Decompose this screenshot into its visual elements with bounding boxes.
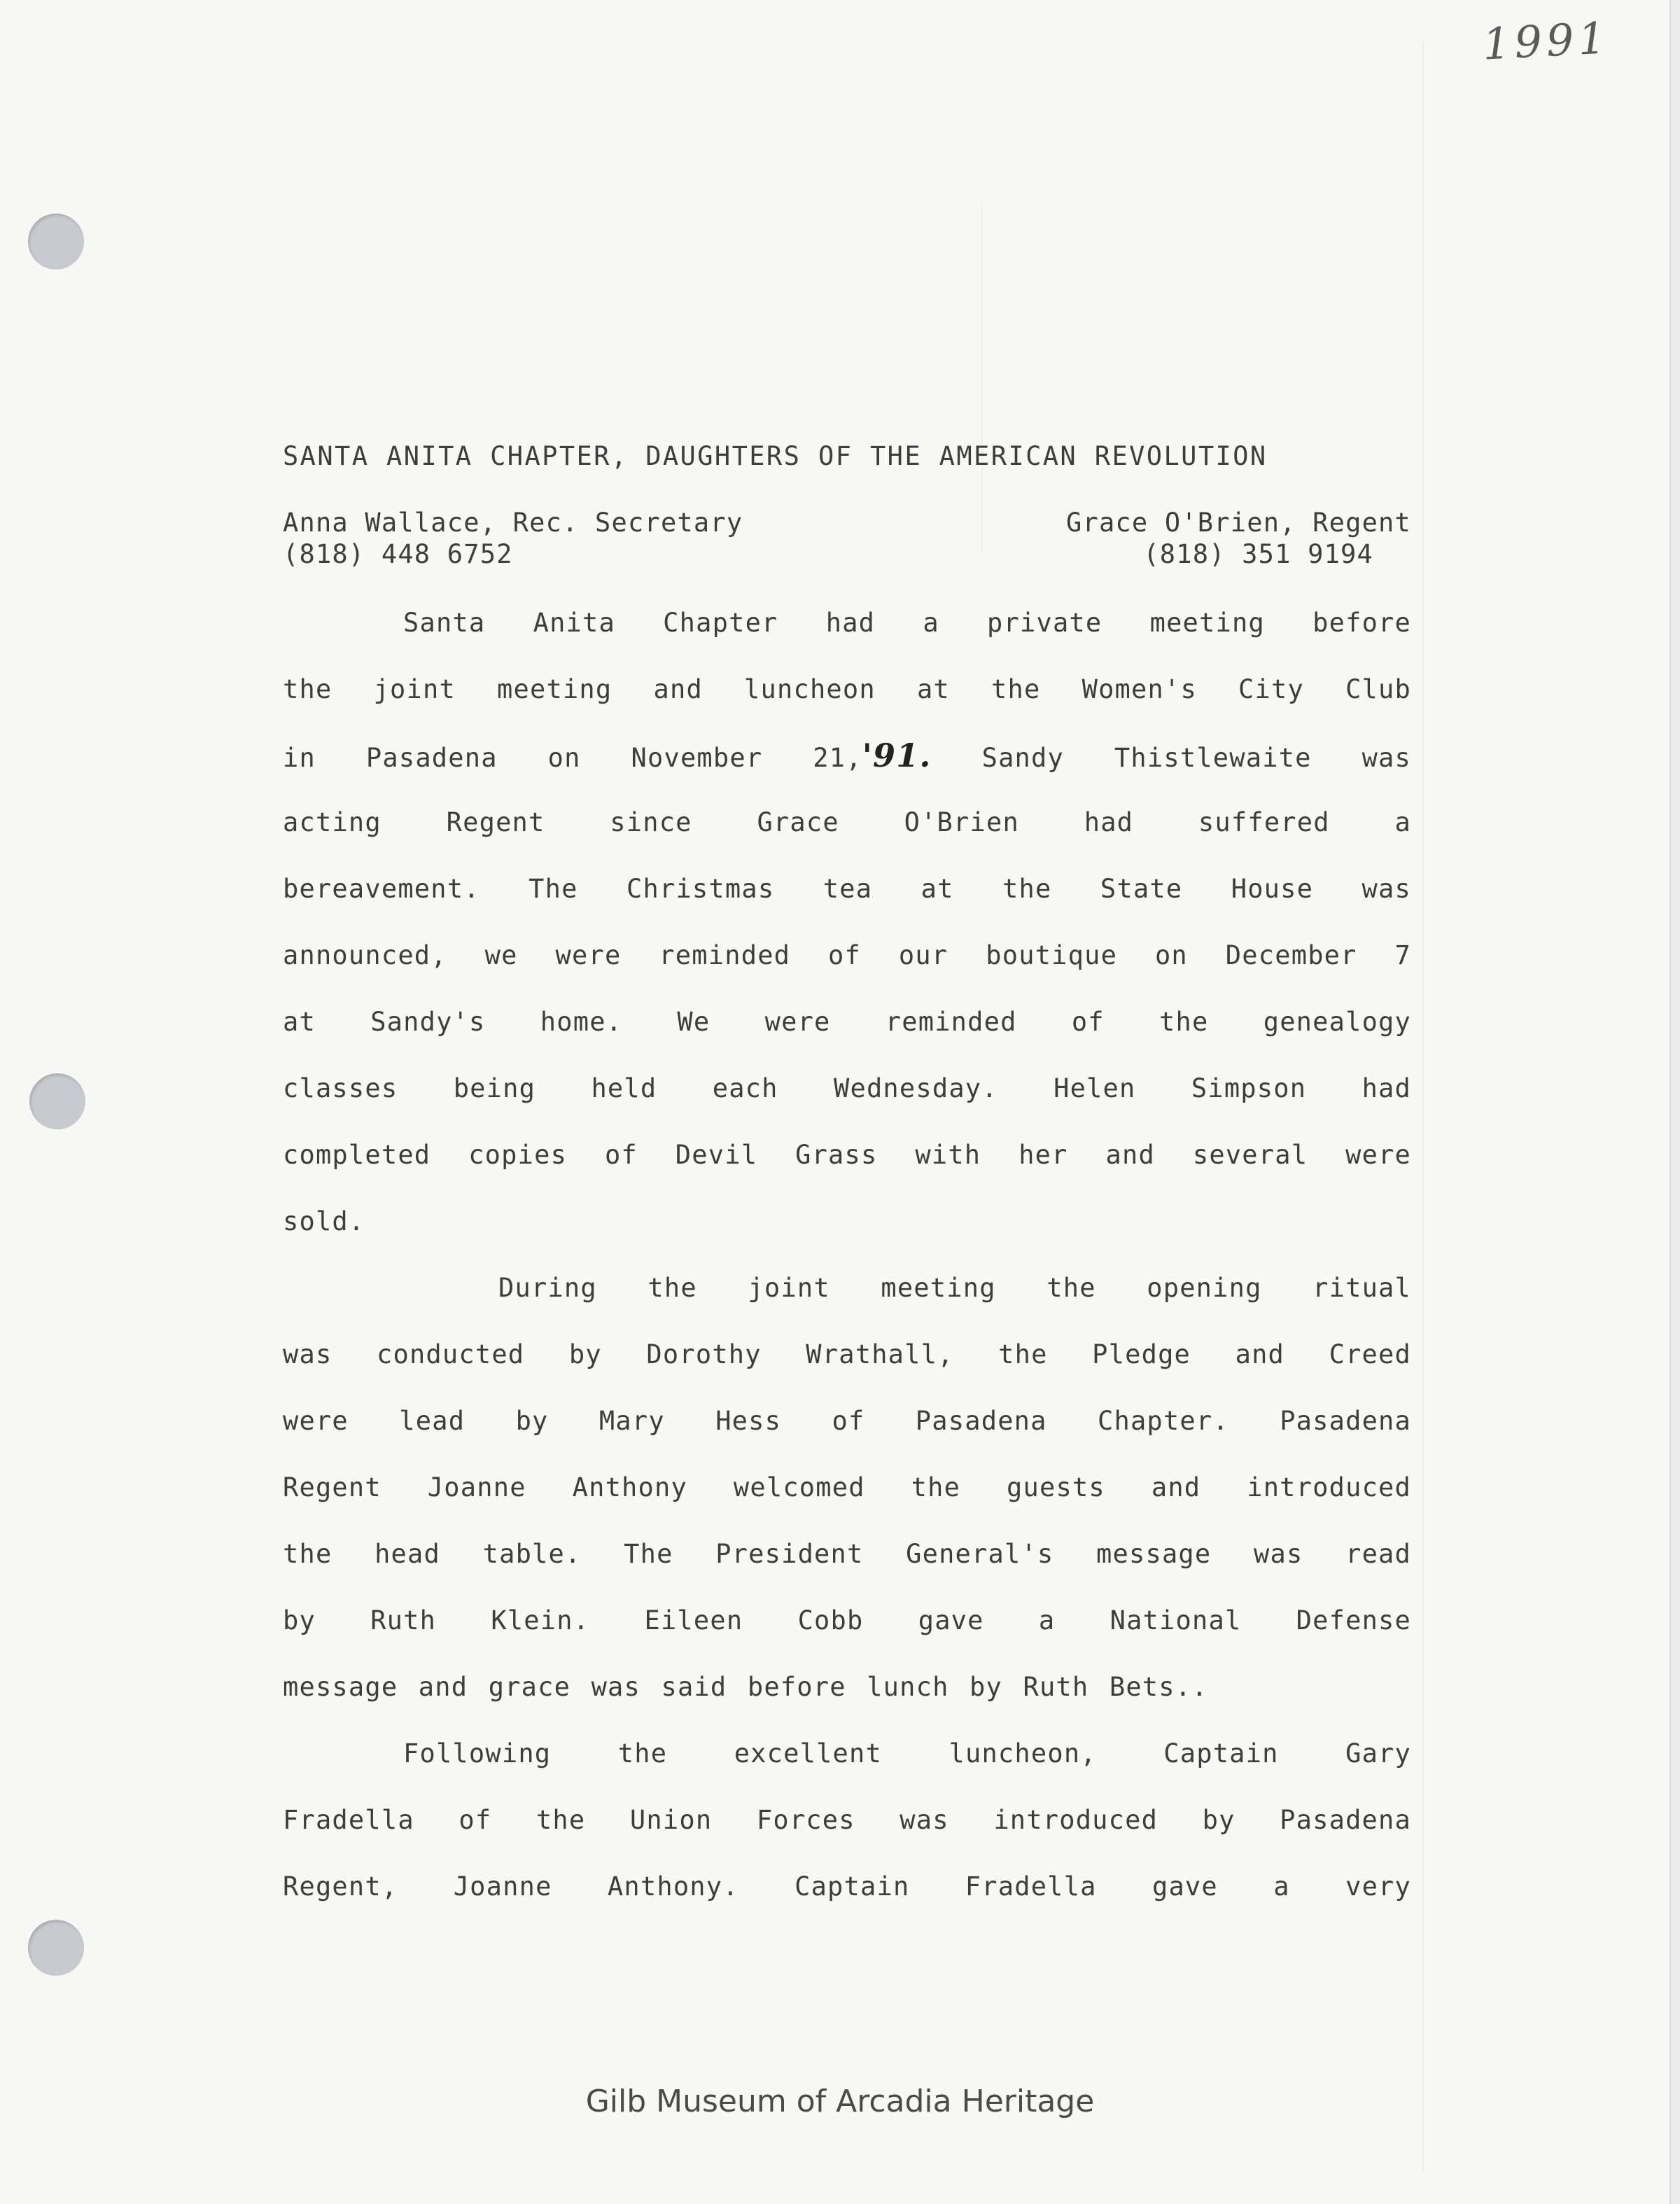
text-segment: in Pasadena on November 21, <box>283 743 862 773</box>
text-line: at Sandy's home. We were reminded of the genealogy <box>283 1007 1411 1037</box>
paper-edge <box>1670 0 1680 2204</box>
watermark-source: Gilb Museum of Arcadia Heritage <box>585 2084 1095 2119</box>
text-line: Regent, Joanne Anthony. Captain Fradella gave a very <box>283 1871 1411 1902</box>
fold-line <box>1422 42 1424 2170</box>
handwritten-year-insert: '91. <box>862 737 932 774</box>
handwritten-year: 1991 <box>1481 12 1611 70</box>
text-line: Regent Joanne Anthony welcomed the guests and introduced <box>283 1472 1411 1502</box>
paragraph-3 <box>283 1720 1411 1920</box>
punch-hole <box>28 1920 84 1976</box>
document-title: SANTA ANITA CHAPTER, DAUGHTERS OF THE AMERICAN REVOLUTION <box>283 441 1268 471</box>
text-line: completed copies of Devil Grass with her and several were <box>283 1140 1411 1170</box>
paragraph-2 <box>283 1255 1411 1720</box>
secretary-phone: (818) 448 6752 <box>283 539 513 569</box>
text-line: classes being held each Wednesday. Helen Simpson had <box>283 1073 1411 1103</box>
punch-hole <box>29 1073 85 1129</box>
text-line <box>283 723 1411 789</box>
text-line: Following the excellent luncheon, Captain Gary <box>403 1738 1411 1769</box>
text-line: was conducted by Dorothy Wrathall, the Pledge and Creed <box>283 1339 1411 1369</box>
text-line: announced, we were reminded of our boutique on December 7 <box>283 940 1411 970</box>
paper-crease <box>981 203 983 553</box>
secretary-name: Anna Wallace, Rec. Secretary <box>283 508 743 538</box>
paragraph-1 <box>283 590 1411 1255</box>
text-line: sold. <box>283 1206 365 1236</box>
text-line: During the joint meeting the opening ritual <box>498 1273 1411 1303</box>
text-line: bereavement. The Christmas tea at the State House was <box>283 874 1411 904</box>
text-line: Santa Anita Chapter had a private meeting before <box>403 608 1411 638</box>
text-line: Fradella of the Union Forces was introduced by Pasadena <box>283 1805 1411 1835</box>
regent-phone: (818) 351 9194 <box>1143 539 1373 569</box>
regent-name: Grace O'Brien, Regent <box>1066 508 1411 538</box>
punch-hole <box>28 214 84 270</box>
text-line: were lead by Mary Hess of Pasadena Chapter. Pasadena <box>283 1406 1411 1436</box>
text-line: message and grace was said before lunch by Ruth Bets.. <box>283 1672 1208 1702</box>
text-line: by Ruth Klein. Eileen Cobb gave a National Defense <box>283 1605 1411 1635</box>
text-line: the joint meeting and luncheon at the Women's City Club <box>283 674 1411 704</box>
text-line: acting Regent since Grace O'Brien had suffered a <box>283 807 1411 837</box>
text-segment: Sandy Thistlewaite was <box>981 743 1411 773</box>
text-line: the head table. The President General's message was read <box>283 1539 1411 1569</box>
